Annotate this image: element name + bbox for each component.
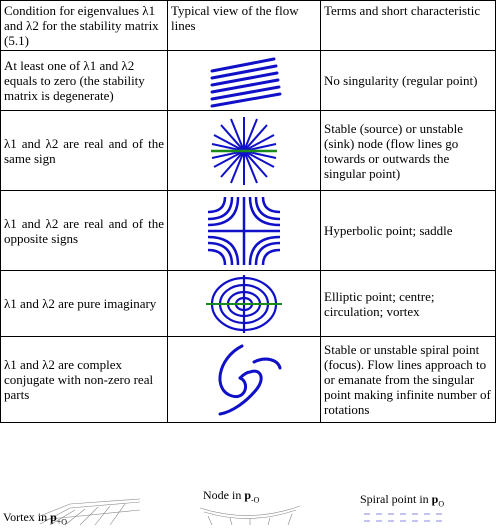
- row-diagram: [168, 271, 321, 337]
- row-condition: λ1 and λ2 are pure imaginary: [1, 271, 168, 337]
- spiral-label: Spiral point in $p_O$: [360, 492, 445, 509]
- row-condition: λ1 and λ2 are real and of the same sign: [1, 111, 168, 191]
- row-terms: Stable (source) or unstable (sink) node (flow lines go towards or outwards the singular point): [321, 111, 496, 191]
- header-view: Typical view of the flow lines: [168, 1, 321, 51]
- table-row: [1, 271, 496, 337]
- row-condition: At least one of λ1 and λ2 equals to zero (the stability matrix is degenerate): [1, 51, 168, 111]
- table-row: [1, 51, 496, 111]
- centre-diagram: [204, 273, 284, 335]
- row-diagram: [168, 51, 321, 111]
- saddle-diagram: [204, 195, 284, 267]
- spiral-diagram: [204, 342, 284, 418]
- row-terms: Hyperbolic point; saddle: [321, 191, 496, 271]
- node-diagram: [209, 113, 279, 189]
- row-terms: No singularity (regular point): [321, 51, 496, 111]
- header-terms: Terms and short characteristic: [321, 1, 496, 51]
- row-terms: Elliptic point; centre; circulation; vortex: [321, 271, 496, 337]
- table-row: [1, 111, 496, 191]
- row-condition: λ1 and λ2 are real and of the opposite signs: [1, 191, 168, 271]
- table-row: [1, 337, 496, 423]
- parallel-lines-diagram: [204, 53, 284, 109]
- row-condition: λ1 and λ2 are complex conjugate with non-zero real parts: [1, 337, 168, 423]
- table-header-row: [1, 1, 496, 51]
- row-terms: Stable or unstable spiral point (focus). Flow lines approach to or emanate from the singular point making infinite number of rotations: [321, 337, 496, 423]
- node-surface-plot: [200, 504, 300, 530]
- row-diagram: [168, 111, 321, 191]
- vortex-label: Vortex in $p_{+O}$: [3, 510, 68, 527]
- node-label: Node in $p_{-O}$: [203, 488, 260, 505]
- spiral-vector-field: [360, 510, 460, 530]
- row-diagram: [168, 191, 321, 271]
- header-condition: Condition for eigenvalues λ1 and λ2 for the stability matrix (5.1): [1, 1, 168, 51]
- row-diagram: [168, 337, 321, 423]
- table-row: [1, 191, 496, 271]
- bottom-figures: [0, 480, 474, 525]
